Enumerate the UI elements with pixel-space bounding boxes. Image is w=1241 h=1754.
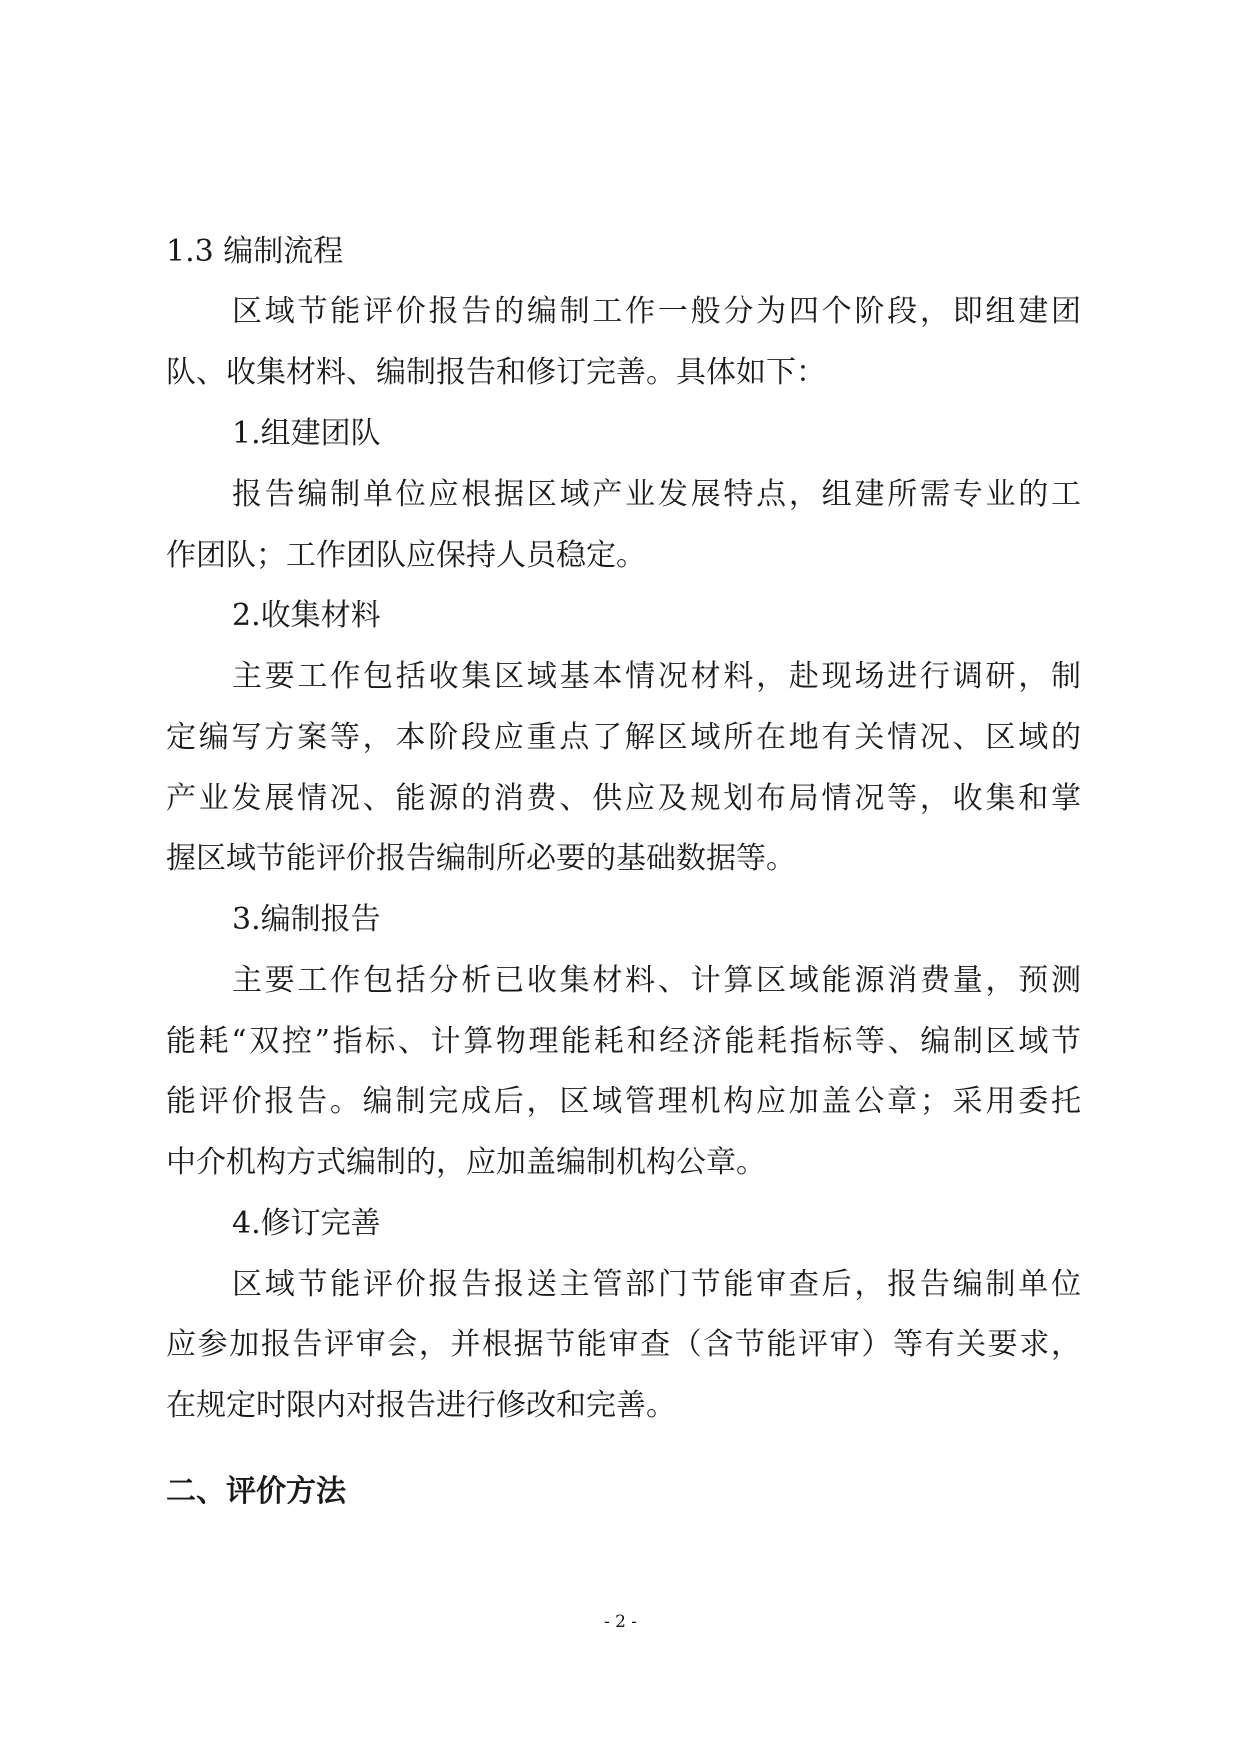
paragraph-line: 报告编制单位应根据区域产业发展特点，组建所需专业的工: [232, 477, 1081, 512]
paragraph-line: 应参加报告评审会，并根据节能审查（含节能评审）等有关要求，: [166, 1327, 1081, 1362]
paragraph-line: 能评价报告。编制完成后，区域管理机构应加盖公章；采用委托: [166, 1084, 1081, 1119]
paragraph-line: 主要工作包括分析已收集材料、计算区域能源消费量，预测: [232, 963, 1081, 998]
paragraph-line: 在规定时限内对报告进行修改和完善。: [166, 1388, 676, 1423]
paragraph-line: 定编写方案等，本阶段应重点了解区域所在地有关情况、区域的: [166, 720, 1081, 755]
paragraph-line: 能耗“双控”指标、计算物理能耗和经济能耗指标等、编制区域节: [166, 1024, 1081, 1059]
paragraph-line: 产业发展情况、能源的消费、供应及规划布局情况等，收集和掌: [166, 781, 1081, 816]
section-heading: 1.3 编制流程: [166, 234, 344, 269]
paragraph-line: 主要工作包括收集区域基本情况材料，赴现场进行调研，制: [232, 659, 1081, 694]
paragraph-line: 区域节能评价报告的编制工作一般分为四个阶段，即组建团: [232, 294, 1081, 329]
subsection-heading: 4.修订完善: [232, 1206, 381, 1241]
paragraph-line: 区域节能评价报告报送主管部门节能审查后，报告编制单位: [232, 1267, 1081, 1302]
paragraph-line: 中介机构方式编制的，应加盖编制机构公章。: [166, 1145, 766, 1180]
subsection-heading: 3.编制报告: [232, 902, 381, 937]
chapter-heading: 二、评价方法: [166, 1474, 346, 1509]
paragraph-line: 握区域节能评价报告编制所必要的基础数据等。: [166, 841, 796, 876]
subsection-heading: 2.收集材料: [232, 598, 381, 633]
page-number: - 2 -: [603, 1612, 638, 1632]
paragraph-line: 队、收集材料、编制报告和修订完善。具体如下：: [166, 355, 826, 390]
subsection-heading: 1.组建团队: [232, 416, 381, 451]
paragraph-line: 作团队；工作团队应保持人员稳定。: [166, 538, 646, 573]
